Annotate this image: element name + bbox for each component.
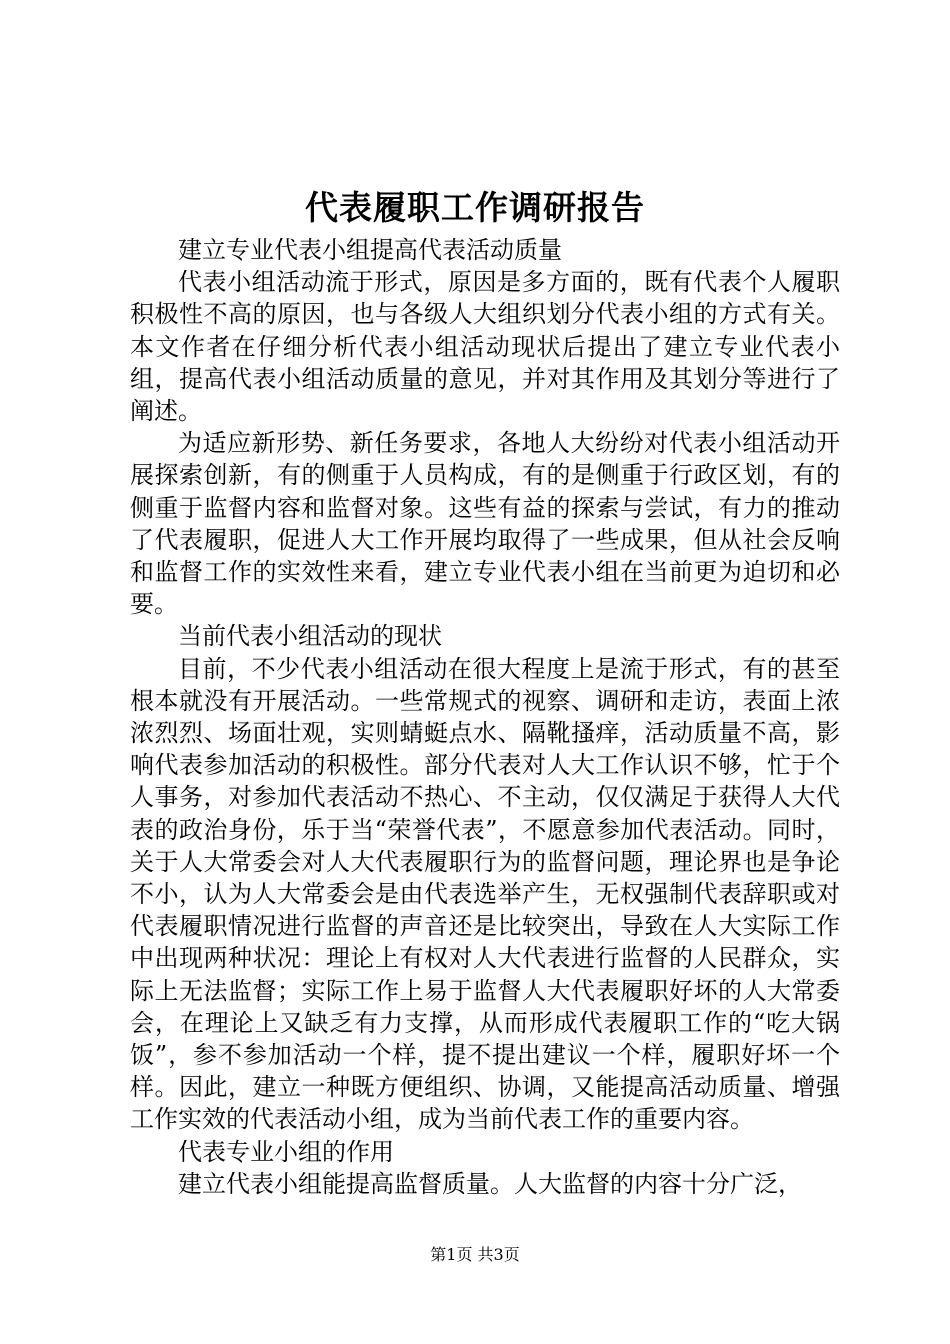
body-paragraph: 为适应新形势、新任务要求，各地人大纷纷对代表小组活动开展探索创新，有的侧重于人员构成，有的是侧重于行政区划，有的侧重于监督内容和监督对象。这些有益的探索与尝试，有力的推动了代表履职，促进人大工作开展均取得了一些成果，但从社会反响和监督工作的实效性来看，建立专业代表小组在当前更为迫切和必要。 xyxy=(130,429,840,619)
body-paragraph: 目前，不少代表小组活动在很大程度上是流于形式，有的甚至根本就没有开展活动。一些常规式的视察、调研和走访，表面上浓浓烈烈、场面壮观，实则蜻蜓点水、隔靴搔痒，活动质量不高，影响代表参加活动的积极性。部分代表对人大工作认识不够，忙于个人事务，对参加代表活动不热心、不主动，仅仅满足于获得人大代表的政治身份，乐于当“荣誉代表”，不愿意参加代表活动。同时，关于人大常委会对人大代表履职行为的监督问题，理论界也是争论不小，认为人大常委会是由代表选举产生，无权强制代表辞职或对代表履职情况进行监督的声音还是比较突出，导致在人大实际工作中出现两种状况：理论上有权对人大代表进行监督的人民群众，实际上无法监督；实际工作上易于监督人大代表履职好坏的人大常委会，在理论上又缺乏有力支撑，从而形成代表履职工作的“吃大锅饭”，参不参加活动一个样，提不提出建议一个样，履职好坏一个样。因此，建立一种既方便组织、协调，又能提高活动质量、增强工作实效的代表活动小组，成为当前代表工作的重要内容。 xyxy=(130,654,840,1134)
body-paragraph: 代表小组活动流于形式，原因是多方面的，既有代表个人履职积极性不高的原因，也与各级人大组织划分代表小组的方式有关。本文作者在仔细分析代表小组活动现状后提出了建立专业代表小组，提高代表小组活动质量的意见，并对其作用及其划分等进行了阐述。 xyxy=(130,268,840,426)
document-title: 代表履职工作调研报告 xyxy=(305,188,645,227)
page-footer: 第1页 共3页 xyxy=(430,1245,520,1264)
section-heading: 当前代表小组活动的现状 xyxy=(178,622,442,651)
section-heading: 代表专业小组的作用 xyxy=(178,1137,394,1166)
section-heading: 建立专业代表小组提高代表活动质量 xyxy=(178,236,562,264)
body-paragraph: 建立代表小组能提高监督质量。人大监督的内容十分广泛， xyxy=(178,1169,802,1198)
document-body xyxy=(130,234,840,1200)
